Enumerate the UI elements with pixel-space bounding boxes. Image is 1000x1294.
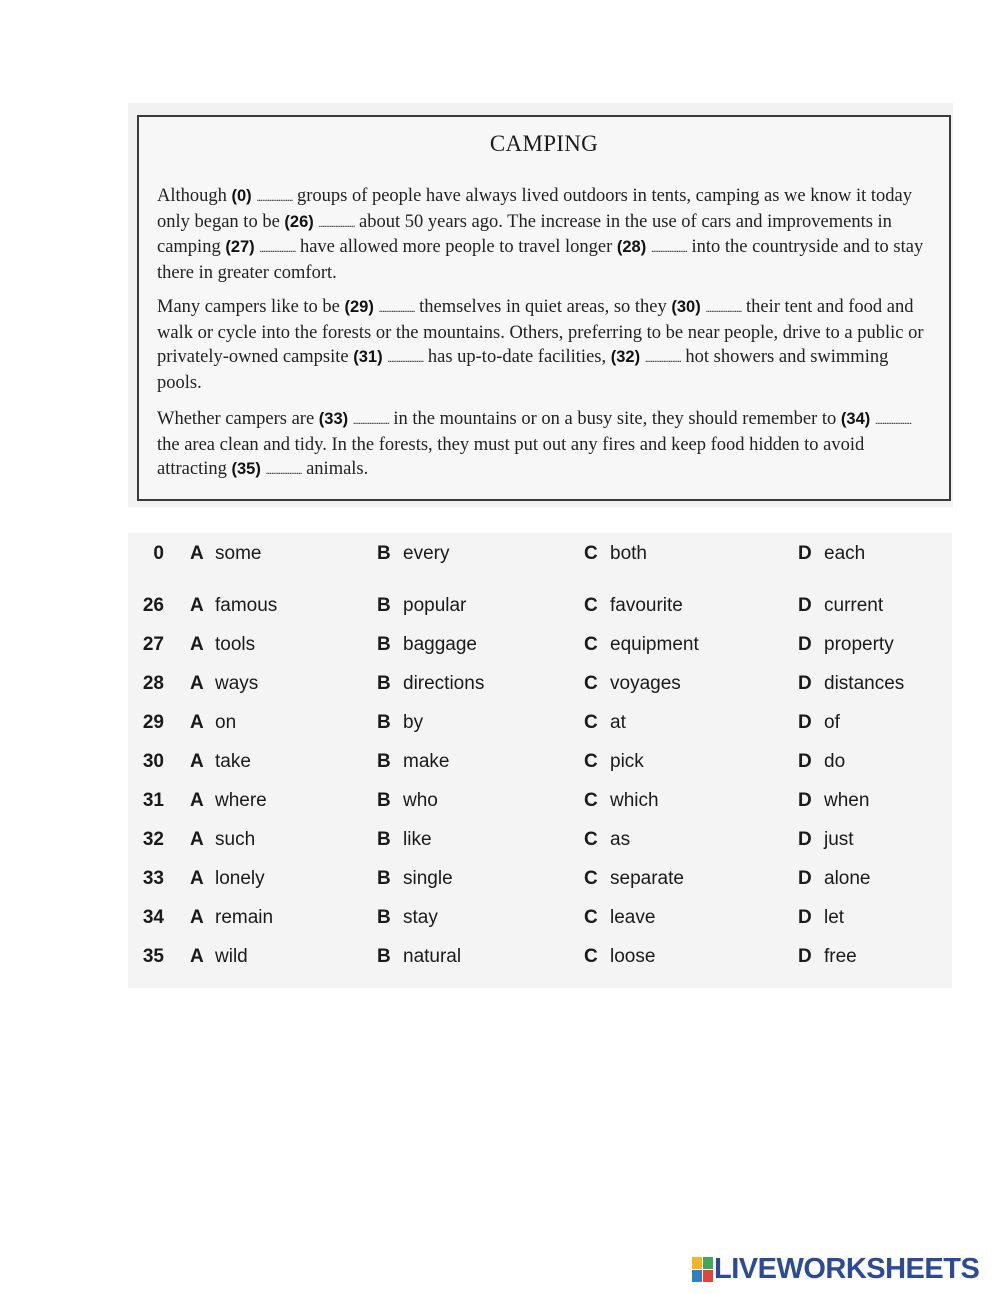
option-d-text: distances [824, 673, 905, 694]
question-number: 32 [142, 829, 164, 850]
option-letter-d: D [798, 868, 812, 889]
option-row [128, 634, 952, 664]
option-c-text: voyages [610, 673, 681, 694]
option-row [128, 712, 952, 742]
option-d-text: alone [824, 868, 871, 889]
option-letter-b: B [377, 868, 391, 889]
option-a-text: wild [215, 946, 248, 967]
gap-number-31: (31) [353, 348, 383, 367]
option-c-text: as [610, 829, 631, 850]
gap-number-33: (33) [318, 410, 349, 428]
question-number: 30 [142, 751, 164, 772]
blank-30[interactable]: .................... [705, 301, 742, 315]
option-c-text: separate [610, 868, 684, 889]
text: hot showers and swimming pools. [157, 347, 889, 393]
gap-number-29: (29) [344, 298, 374, 316]
text: about 50 years ago. The increase in the use of cars and improvements in camping [157, 211, 892, 258]
option-a-text: ways [215, 673, 259, 694]
option-row [128, 595, 952, 625]
text: the area clean and tidy. In the forests, they must put out any fires and keep food hidden to avoid attracting [157, 434, 865, 480]
option-b-text: by [403, 712, 424, 733]
text: animals. [306, 459, 369, 480]
option-row [128, 790, 952, 820]
option-a-text: such [215, 829, 256, 850]
option-letter-d: D [798, 673, 812, 694]
option-row [128, 829, 952, 859]
text: themselves in quiet areas, so they [419, 297, 667, 317]
option-letter-d: D [798, 790, 812, 811]
blank-0[interactable]: .................... [256, 190, 293, 204]
text: Although [157, 186, 227, 206]
question-number: 31 [142, 790, 164, 811]
gap-number-35: (35) [231, 460, 261, 479]
option-letter-d: D [798, 595, 812, 616]
option-row [128, 543, 952, 573]
option-letter-b: B [377, 829, 391, 850]
option-letter-d: D [798, 946, 812, 967]
option-letter-b: B [377, 595, 391, 616]
text: Many campers like to be [157, 297, 340, 317]
passage-box [137, 115, 951, 501]
option-c-text: leave [610, 907, 656, 928]
text: have allowed more people to travel longer [299, 237, 613, 258]
option-d-text: just [824, 829, 854, 850]
gap-number-0: (0) [231, 187, 252, 205]
gap-number-32: (32) [610, 348, 641, 367]
blank-34[interactable]: .................... [874, 413, 911, 427]
option-c-text: pick [610, 751, 644, 772]
question-number: 33 [142, 868, 164, 889]
option-letter-a: A [190, 712, 204, 733]
option-letter-b: B [377, 673, 391, 694]
gap-number-27: (27) [225, 238, 255, 257]
option-letter-b: B [377, 790, 391, 811]
option-row [128, 868, 952, 898]
option-d-text: each [824, 543, 866, 564]
option-letter-a: A [190, 673, 204, 694]
option-a-text: lonely [215, 868, 265, 889]
option-row [128, 907, 952, 937]
option-letter-b: B [377, 751, 391, 772]
option-letter-c: C [584, 543, 598, 564]
blank-28[interactable]: .................... [650, 241, 687, 256]
logo-text: LIVEWORKSHEETS [714, 1252, 980, 1285]
liveworksheets-icon [692, 1257, 712, 1281]
option-letter-a: A [190, 751, 204, 772]
option-c-text: loose [610, 946, 656, 967]
text: Whether campers are [157, 409, 315, 429]
option-letter-c: C [584, 634, 598, 655]
option-b-text: who [403, 790, 438, 811]
option-a-text: remain [215, 907, 274, 928]
option-d-text: when [824, 790, 870, 811]
question-number: 35 [142, 946, 164, 967]
text: their tent and food and walk or cycle into the forests or the mountains. Others, preferring to be near people, drive to a public or privately-owned campsite [157, 297, 924, 368]
option-letter-a: A [190, 543, 204, 564]
gap-number-30: (30) [671, 298, 701, 316]
option-b-text: stay [403, 907, 438, 928]
question-number: 27 [142, 634, 164, 655]
option-b-text: every [403, 543, 450, 564]
option-row [128, 751, 952, 781]
option-letter-c: C [584, 868, 598, 889]
option-c-text: at [610, 712, 626, 733]
option-d-text: property [824, 634, 894, 655]
option-letter-b: B [377, 543, 391, 564]
option-letter-d: D [798, 712, 812, 733]
option-letter-c: C [584, 790, 598, 811]
blank-32[interactable]: .................... [644, 351, 681, 366]
option-letter-c: C [584, 907, 598, 928]
option-b-text: single [403, 868, 453, 889]
option-letter-c: C [584, 751, 598, 772]
text: in the mountains or on a busy site, they should remember to [393, 409, 837, 429]
question-number: 29 [142, 712, 164, 733]
option-letter-c: C [584, 829, 598, 850]
paragraph-3 [157, 407, 932, 483]
blank-29[interactable]: .................... [378, 301, 415, 315]
option-letter-c: C [584, 946, 598, 967]
liveworksheets-logo [692, 1253, 979, 1285]
text: has up-to-date facilities, [427, 347, 607, 368]
option-c-text: which [610, 790, 659, 811]
option-letter-d: D [798, 543, 812, 564]
option-letter-c: C [584, 595, 598, 616]
question-number: 0 [153, 543, 164, 564]
text: groups of people have always lived outdoors in tents, camping as we know it today only began to be [157, 186, 912, 232]
option-letter-a: A [190, 829, 204, 850]
option-a-text: take [215, 751, 251, 772]
option-b-text: natural [403, 946, 462, 967]
option-c-text: both [610, 543, 647, 564]
option-letter-a: A [190, 868, 204, 889]
question-number: 26 [142, 595, 164, 616]
option-b-text: baggage [403, 634, 477, 655]
option-letter-d: D [798, 829, 812, 850]
option-a-text: where [215, 790, 267, 811]
option-letter-b: B [377, 907, 391, 928]
option-letter-a: A [190, 907, 204, 928]
gap-number-28: (28) [616, 238, 647, 257]
blank-27[interactable]: .................... [259, 241, 296, 256]
option-a-text: on [215, 712, 237, 733]
option-c-text: favourite [610, 595, 683, 616]
blank-31[interactable]: .................... [387, 351, 424, 366]
option-b-text: directions [403, 673, 485, 694]
option-c-text: equipment [610, 634, 699, 655]
paragraph-2 [157, 295, 932, 395]
option-d-text: free [824, 946, 857, 967]
paragraph-1 [157, 184, 932, 285]
option-letter-a: A [190, 634, 204, 655]
option-letter-d: D [798, 634, 812, 655]
option-b-text: like [403, 829, 432, 850]
option-letter-b: B [377, 712, 391, 733]
question-number: 28 [142, 673, 164, 694]
option-letter-b: B [377, 946, 391, 967]
option-letter-a: A [190, 790, 204, 811]
option-letter-c: C [584, 673, 598, 694]
passage-title: CAMPING [489, 131, 599, 156]
gap-number-26: (26) [284, 212, 314, 231]
option-letter-d: D [798, 751, 812, 772]
blank-33[interactable]: .................... [352, 413, 389, 427]
blank-35[interactable]: .................... [265, 463, 302, 478]
option-b-text: make [403, 751, 450, 772]
option-a-text: tools [215, 634, 256, 655]
option-b-text: popular [403, 595, 467, 616]
option-row [128, 673, 952, 703]
option-d-text: do [824, 751, 846, 772]
option-row [128, 946, 952, 976]
option-letter-c: C [584, 712, 598, 733]
option-a-text: some [215, 543, 262, 564]
question-number: 34 [142, 907, 164, 928]
option-d-text: of [824, 712, 840, 733]
gap-number-34: (34) [840, 410, 871, 428]
text: into the countryside and to stay there in greater comfort. [157, 237, 924, 283]
option-letter-b: B [377, 634, 391, 655]
option-d-text: let [824, 907, 845, 928]
option-a-text: famous [215, 595, 278, 616]
option-letter-d: D [798, 907, 812, 928]
option-d-text: current [824, 595, 884, 616]
option-letter-a: A [190, 946, 204, 967]
blank-26[interactable]: .................... [318, 215, 355, 230]
option-letter-a: A [190, 595, 204, 616]
